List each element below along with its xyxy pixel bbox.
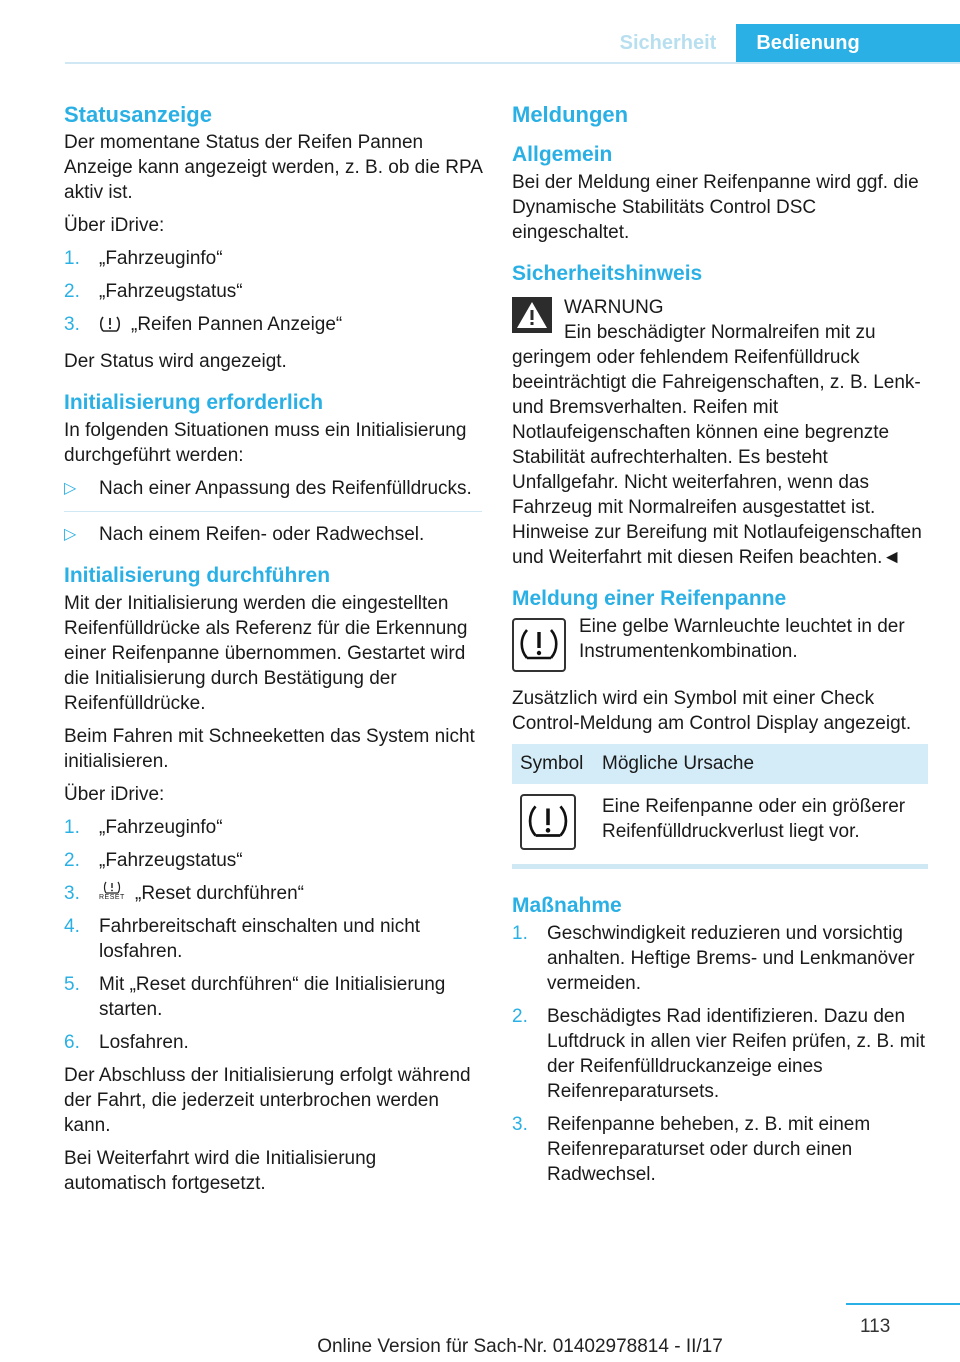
left-column — [64, 100, 482, 1204]
header-rule — [65, 62, 960, 64]
tab-bedienung[interactable]: Bedienung — [736, 24, 960, 62]
init-run-steps — [64, 815, 482, 1055]
right-column — [512, 100, 930, 1195]
puncture-text: Zusätzlich wird ein Symbol mit einer Check Control-Meldung am Control Display angezeigt. — [512, 688, 912, 734]
list-item: 3. „Reifen Pannen Anzeige“ — [64, 312, 482, 341]
status-result: Der Status wird angezeigt. — [64, 351, 287, 372]
list-item: 2. „Fahrzeugstatus“ — [64, 281, 243, 302]
symbol-cell — [512, 784, 594, 858]
heading-massnahme: Maßnahme — [512, 894, 622, 917]
reset-icon — [99, 881, 125, 903]
init-required-list — [64, 476, 482, 547]
init-required-intro: In folgenden Situationen muss ein Initialisierung durchgeführt werden: — [64, 420, 467, 466]
list-item: 2. Beschädigtes Rad identifizieren. Dazu den Luftdruck in allen vier Reifen prüfen, z. B. mit der Reifenfülldruckanzeige eines Reifenreparatursets. — [512, 1006, 926, 1102]
status-steps — [64, 246, 482, 341]
warning-block — [512, 295, 930, 320]
symbol-table — [512, 744, 928, 858]
heading-init-required: Initialisierung erforderlich — [64, 391, 324, 414]
bullet-triangle-icon: ▷ — [64, 526, 77, 543]
bullet-triangle-icon: ▷ — [64, 480, 77, 497]
divider — [64, 511, 482, 512]
heading-meldungen: Meldungen — [512, 102, 629, 127]
tab-sicherheit[interactable]: Sicherheit — [600, 24, 736, 62]
page-number: 113 — [860, 1316, 891, 1337]
status-via: Über iDrive: — [64, 215, 165, 236]
tire-warning-lamp-icon — [512, 618, 566, 672]
col-cause: Mögliche Ursache — [594, 744, 928, 784]
init-run-p3: Der Abschluss der Initialisierung erfolgt während der Fahrt, die jederzeit unterbrochen werden kann. — [64, 1065, 471, 1136]
reset-icon-label: RESET — [99, 894, 125, 901]
list-item: ▷ Nach einer Anpassung des Reifenfülldrucks. — [64, 478, 472, 499]
tire-warning-symbol-icon — [520, 794, 576, 850]
table-header-row — [512, 744, 928, 784]
heading-statusanzeige: Statusanzeige — [64, 102, 212, 127]
table-bottom-rule — [512, 864, 928, 869]
measure-steps — [512, 921, 930, 1187]
warning-triangle-icon — [512, 297, 552, 333]
heading-init-run: Initialisierung durchführen — [64, 564, 331, 587]
general-text: Bei der Meldung einer Reifenpanne wird ggf. die Dynamische Stabilitäts Control DSC eingeschaltet. — [512, 172, 919, 243]
init-run-p1: Mit der Initialisierung werden die eingestellten Reifenfülldrücke als Referenz für die Erkennung einer Reifenpanne übernommen. Gestartet wird die Initialisierung durch Bestätigung der Reifenfülldrücke. — [64, 593, 468, 714]
list-item: 5. Mit „Reset durchführen“ die Initialisierung starten. — [64, 974, 446, 1020]
init-run-p4: Bei Weiterfahrt wird die Initialisierung automatisch fortgesetzt. — [64, 1148, 377, 1194]
status-intro: Der momentane Status der Reifen Pannen Anzeige kann angezeigt werden, z. B. ob die RPA aktiv ist. — [64, 132, 482, 203]
cause-cell: Eine Reifenpanne oder ein größerer Reifenfülldruckverlust liegt vor. — [602, 796, 906, 842]
heading-sicherheitshinweis: Sicherheitshinweis — [512, 262, 703, 285]
footer-rule — [846, 1303, 960, 1305]
list-item: 1. „Fahrzeuginfo“ — [64, 248, 223, 269]
list-item: ▷ Nach einem Reifen- oder Radwechsel. — [64, 524, 425, 545]
footer-note: Online Version für Sach-Nr. 01402978814 - II/17 — [317, 1336, 723, 1357]
lamp-text: Eine gelbe Warnleuchte leuchtet in der Instrumentenkombination. — [579, 616, 905, 662]
list-item: 4. Fahrbereitschaft einschalten und nicht losfahren. — [64, 916, 421, 962]
heading-meldung-reifenpanne: Meldung einer Reifenpanne — [512, 587, 787, 610]
warning-text: Ein beschädigter Normalreifen mit zu geringem oder fehlendem Reifenfülldruck beeinträchtigt die Fahreigenschaften, z. B. Lenk- und Bremsverhalten. Reifen mit Notlaufeigenschaften können eine begrenzte Stabilität aufrechterhalten. Es besteht Unfallgefahr. Nicht weiterfahren, wenn das Fahrzeug mit Normalreifen ausgestattet ist. Hinweise zur Bereifung mit Notlaufeigenschaften und Weiterfahrt mit diesen Reifen beachten.◄ — [512, 322, 922, 568]
page-header — [0, 0, 960, 62]
tire-pressure-icon — [99, 314, 121, 341]
heading-allgemein: Allgemein — [512, 143, 613, 166]
list-item: 6. Losfahren. — [64, 1032, 189, 1053]
list-item: 3. RESET „Reset durchführen“ — [64, 883, 304, 904]
init-run-via: Über iDrive: — [64, 784, 165, 805]
list-item: 1. Geschwindigkeit reduzieren und vorsichtig anhalten. Heftige Brems- und Lenkmanöver vermeiden. — [512, 923, 915, 994]
warning-lamp-row — [512, 614, 930, 686]
list-item: 2. „Fahrzeugstatus“ — [64, 850, 243, 871]
list-item: 3. Reifenpanne beheben, z. B. mit einem Reifenreparaturset oder durch einen Radwechsel. — [512, 1114, 871, 1185]
init-run-p2: Beim Fahren mit Schneeketten das System nicht initialisieren. — [64, 726, 475, 772]
col-symbol: Symbol — [512, 744, 594, 784]
table-row — [512, 784, 928, 858]
list-item: 1. „Fahrzeuginfo“ — [64, 817, 223, 838]
warning-label: WARNUNG — [564, 297, 664, 318]
